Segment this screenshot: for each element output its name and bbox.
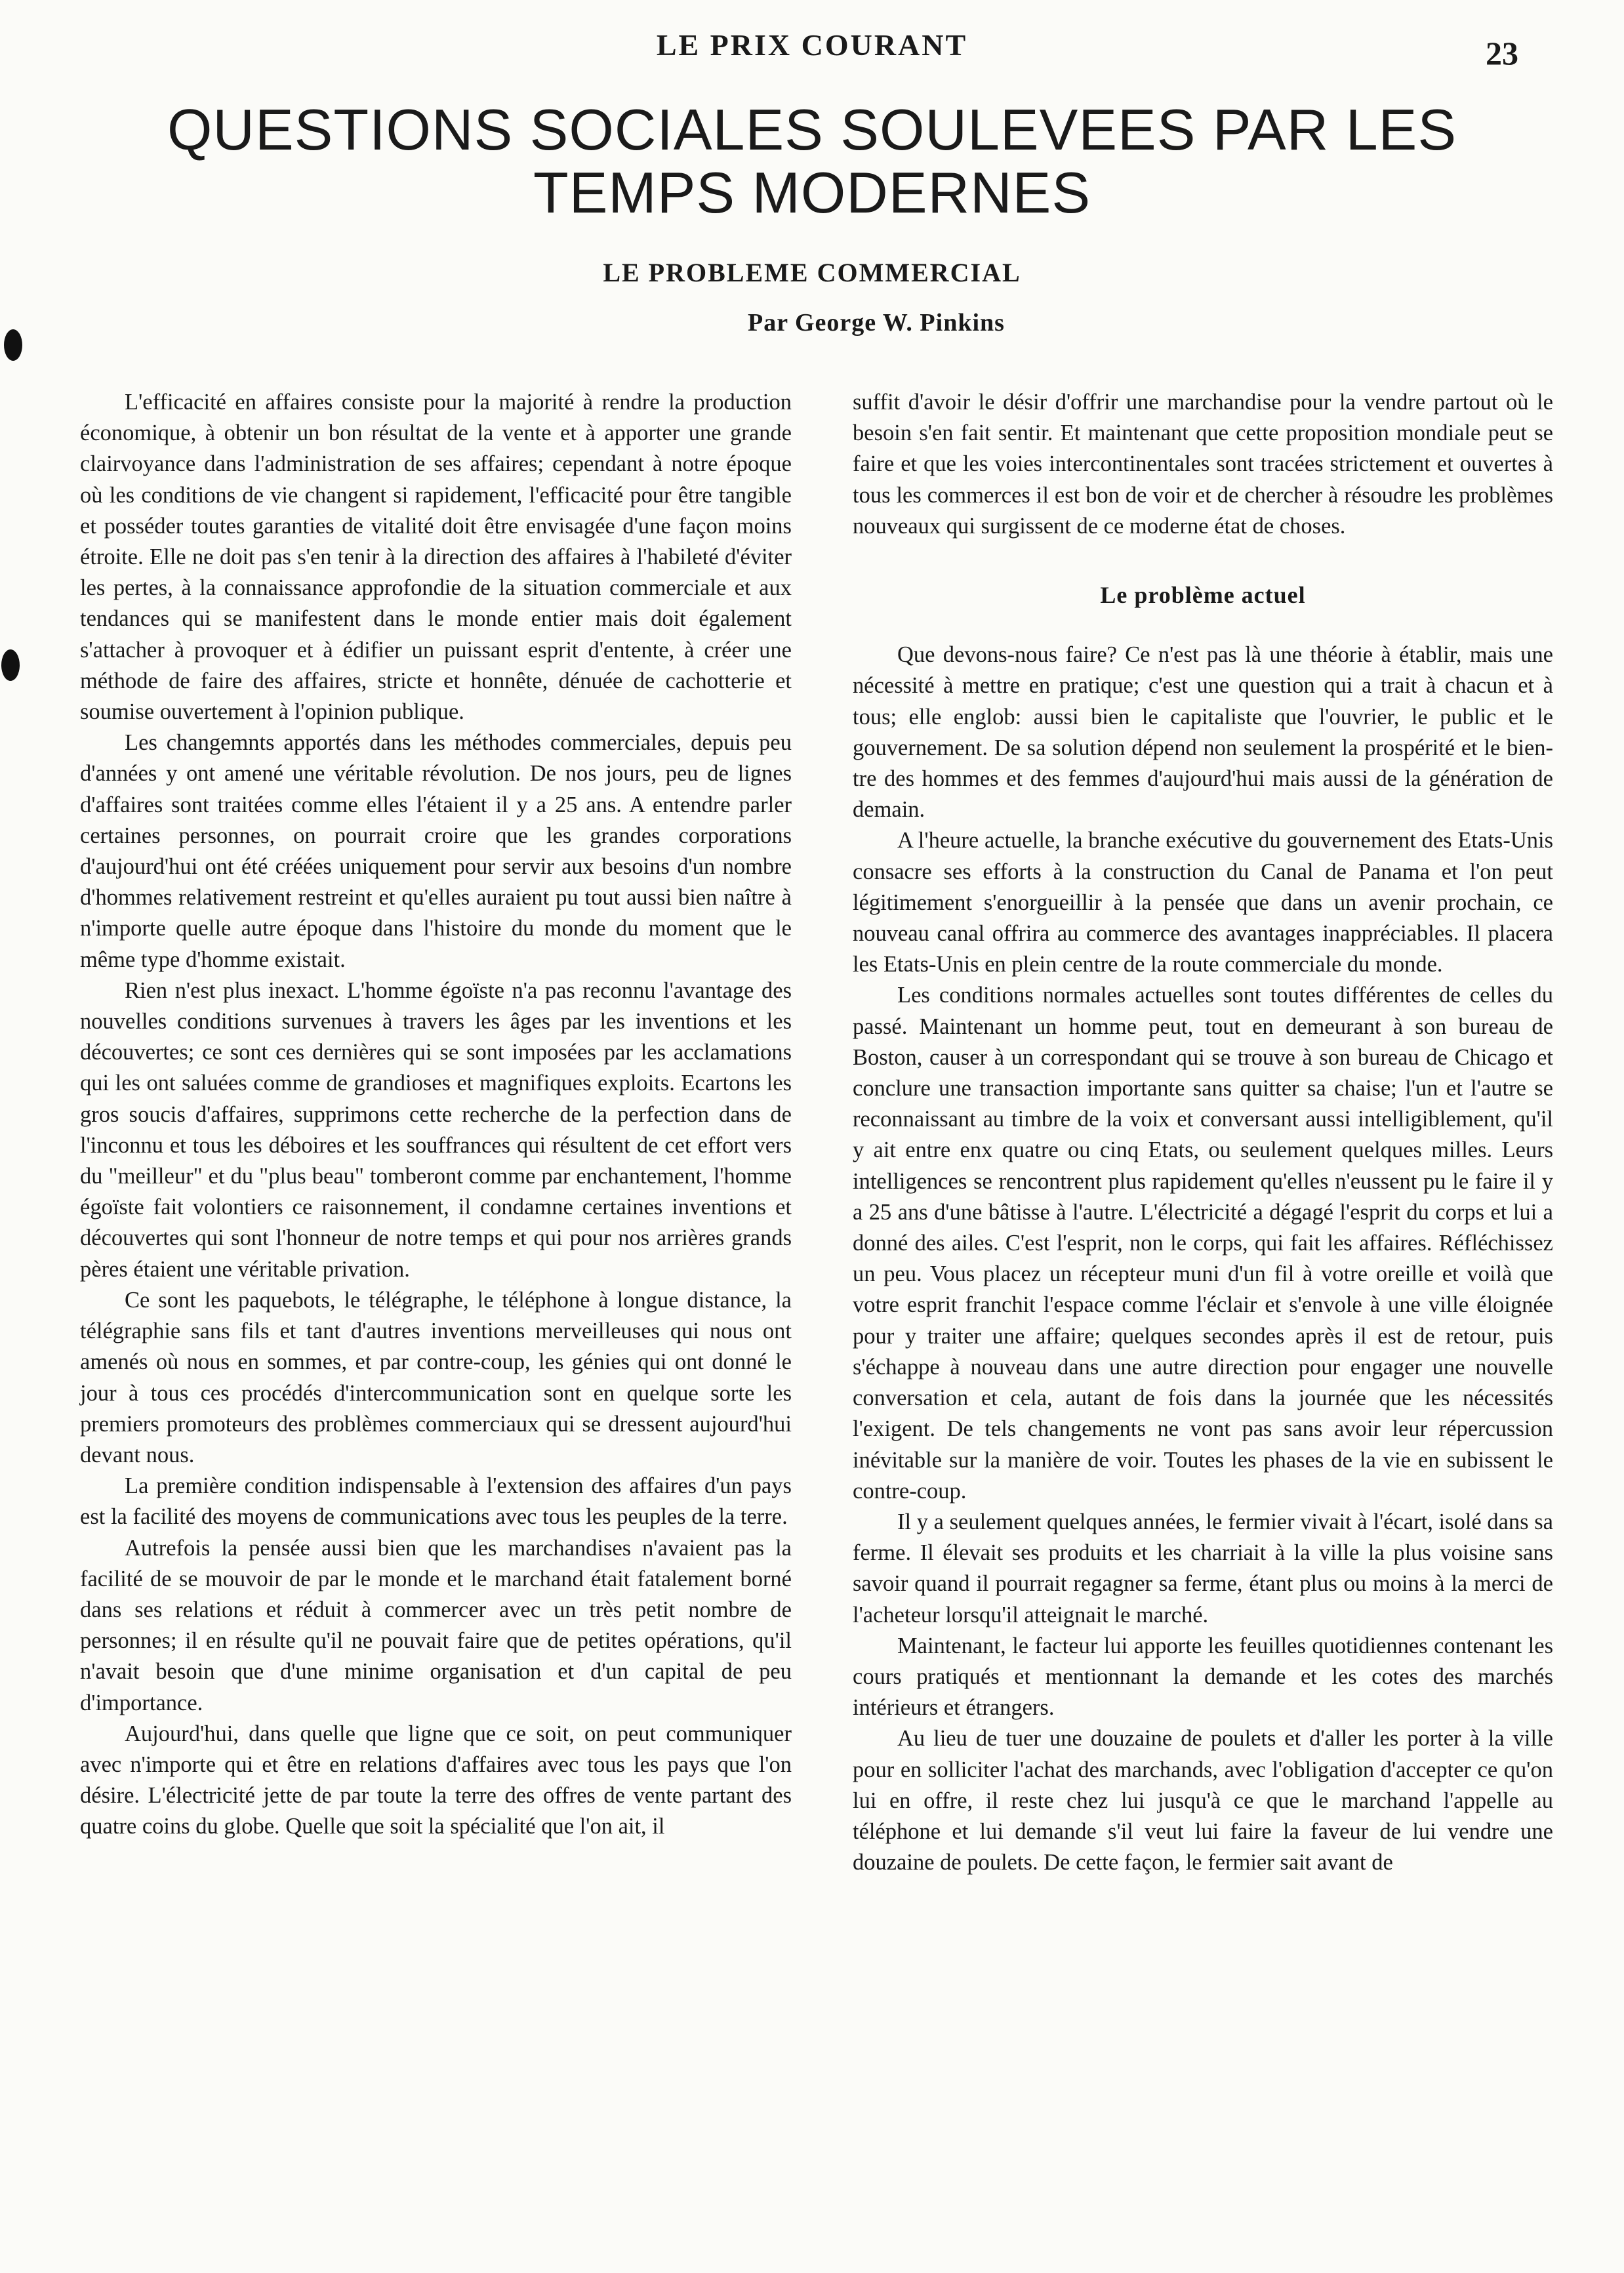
paragraph: Ce sont les paquebots, le télégraphe, le téléphone à longue distance, la télégraphie sans fils et tant d'autres inventions merveilleuses qui nous ont amenés où nous en sommes, et par contre-coup, les génies qui ont donné le jour à tous ces procédés d'intercommunication sont en quelque sorte les premiers promoteurs des problèmes commerciaux qui se dressent aujourd'hui devant nous. (80, 1287, 792, 1467)
paragraph: Aujourd'hui, dans quelle que ligne que ce soit, on peut communiquer avec n'importe qui et être en relations d'affaires avec tous les pays que l'on désire. L'électricité jette de par toute la terre des offres de vente partant des quatre coins du globe. Quelle que soit la spécialité que l'on ait, il (80, 1721, 792, 1839)
paragraph: suffit d'avoir le désir d'offrir une marchandise pour la vendre partout où le besoin s'en fait sentir. Et maintenant que cette proposition mondiale peut se faire et que les voies intercontinentales sont tracées strictement et ouvertes à tous les commerces il est bon de voir et de chercher à résoudre les problèmes nouveaux qui surgissent de ce moderne état de choses. (853, 390, 1553, 539)
article-title-line-1: QUESTIONS SOCIALES SOULEVEES PAR LES (167, 97, 1457, 162)
paragraph: Rien n'est plus inexact. L'homme égoïste n'a pas reconnu l'avantage des nouvelles conditions survenues à travers les âges par les inventions et les découvertes; ce sont ces dernières qui se sont imposées par les acclamations qui les ont saluées comme de grandioses et magnifiques exploits. Ecartons les gros soucis d'affaires, supprimons cette recherche de la perfection dans de l'inconnu et tous les déboires et les souffrances qui résultent de cet effort vers du "meilleur" et du "plus beau" tomberont comme par enchantement, l'homme égoïste fait volontiers ce raisonnement, il condamne certaines inventions et découvertes qui sont l'honneur de notre temps et qui pour nos arrières grands pères étaient une véritable privation. (80, 977, 792, 1282)
running-title: LE PRIX COURANT (656, 28, 968, 62)
page-number: 23 (1486, 35, 1518, 72)
paragraph: A l'heure actuelle, la branche exécutive du gouvernement des Etats-Unis consacre ses efforts à la construction du Canal de Panama et l'on peut légitimement s'enorgueillir à la pensée que dans un avenir prochain, ce nouveau canal offrira au commerce des avantages inappréciables. Il placera les Etats-Unis en plein centre de la route commerciale du monde. (853, 828, 1553, 977)
paragraph: Maintenant, le facteur lui apporte les feuilles quotidiennes contenant les cours pratiqués et mentionnant la demande et les cotes des marchés intérieurs et étrangers. (853, 1633, 1553, 1721)
article-title (118, 98, 1506, 224)
right-column (853, 387, 1553, 1878)
paragraph: Que devons-nous faire? Ce n'est pas là une théorie à établir, mais une nécessité à mettre en pratique; c'est une question qui a trait à chacun et à tous; elle englob: aussi bien le capitaliste que l'ouvrier, le public et le gouvernement. De sa solution dépend non seulement la prospérité et le bien-tre des hommes et des femmes d'aujourd'hui mais aussi de la génération de demain. (853, 642, 1553, 823)
paragraph: Les conditions normales actuelles sont toutes différentes de celles du passé. Maintenant un homme peut, tout en demeurant à son bureau de Boston, causer à un correspondant qui se trouve à son bureau de Chicago et conclure une transaction importante sans quitter sa chaise; l'un et l'autre se reconnaissant au timbre de la voix et conversant aussi intelligiblement, qu'il y ait entre enx quatre ou cinq Etats, ou seulement quelques milles. Leurs intelligences se rencontrent plus rapidement qu'elles n'eussent pu le faire il y a 25 ans d'une bâtisse à l'autre. L'électricité a dégagé l'esprit du corps et lui a donné des ailes. C'est l'esprit, non le corps, qui fait les affaires. Réfléchissez un peu. Vous placez un récepteur muni d'un fil à votre oreille et voilà que votre esprit franchit l'espace comme l'éclair et s'envole à une ville éloignée pour y traiter une affaire; quelques secondes après il est de retour, puis s'échappe à nouveau dans une autre direction pour engager une nouvelle conversation et cela, autant de fois dans la journée que les nécessités l'exigent. De tels changements ne vont pas sans avoir leur répercussion inévitable sur la manière de voir. Toutes les phases de la vie en subissent le contre-coup. (853, 983, 1553, 1504)
paragraph: La première condition indispensable à l'extension des affaires d'un pays est la facilité des moyens de communications avec tous les peuples de la terre. (80, 1473, 792, 1530)
paragraph: Au lieu de tuer une douzaine de poulets et d'aller les porter à la ville pour en solliciter l'achat des marchands, avec l'obligation d'accepter ce qu'on lui en offre, il reste chez lui jusqu'à ce que le marchand l'appelle au téléphone et lui demande s'il veut lui faire la faveur de lui vendre une douzaine de poulets. De cette façon, le fermier sait avant de (853, 1726, 1553, 1875)
paragraph: Autrefois la pensée aussi bien que les marchandises n'avaient pas la facilité de se mouvoir de par le monde et le marchand était fatalement borné dans ses relations et réduit à commercer avec un très petit nombre de personnes; il en résulte qu'il ne pouvait faire que de petites opérations, qu'il n'avait besoin que d'une minime organisation et d'un capital de peu d'importance. (80, 1535, 792, 1715)
article-subtitle: LE PROBLEME COMMERCIAL (603, 258, 1021, 287)
paragraph: Les changemnts apportés dans les méthodes commerciales, depuis peu d'années y ont amené une véritable révolution. De nos jours, peu de lignes d'affaires sont traitées comme elles l'étaient il y a 25 ans. A entendre parler certaines personnes, on pourrait croire que les grandes corporations d'aujourd'hui ont été créées uniquement pour servir aux besoins d'un nombre d'hommes relativement restreint et qu'elles auraient pu tout aussi bien naître à n'importe quelle autre époque dans l'histoire du monde du moment que le même type d'homme existait. (80, 730, 792, 972)
paragraph: Il y a seulement quelques années, le fermier vivait à l'écart, isolé dans sa ferme. Il élevait ses produits et les charriait à la ville la plus voisine sans savoir quand il pourrait regagner sa ferme, étant plus ou moins à la merci de l'acheteur lorsqu'il atteignait le marché. (853, 1509, 1553, 1628)
article-byline: Par George W. Pinkins (748, 309, 1005, 337)
section-heading: Le problème actuel (1100, 582, 1306, 609)
left-column (80, 387, 792, 1843)
margin-ink-mark (1, 649, 20, 681)
article-title-line-2: TEMPS MODERNES (533, 160, 1091, 225)
paragraph: L'efficacité en affaires consiste pour la majorité à rendre la production économique, à obtenir un bon résultat de la vente et à apporter une grande clairvoyance dans l'administration de ses affaires; cependant à notre époque où les conditions de vie changent si rapidement, l'efficacité pour être tangible et posséder toutes garanties de vitalité doit être envisagée d'une façon moins étroite. Elle ne doit pas s'en tenir à la direction des affaires à l'habileté d'éviter les pertes, à la connaissance approfondie de la situation commerciale et aux tendances qui se manifestent dans le monde entier mais doit également s'attacher à provoquer et à édifier un puissant esprit d'entente, à créer une méthode de faire des affaires, stricte et honnête, dénuée de cachotterie et soumise ouvertement à l'opinion publique. (80, 390, 792, 725)
margin-ink-mark (4, 329, 22, 361)
